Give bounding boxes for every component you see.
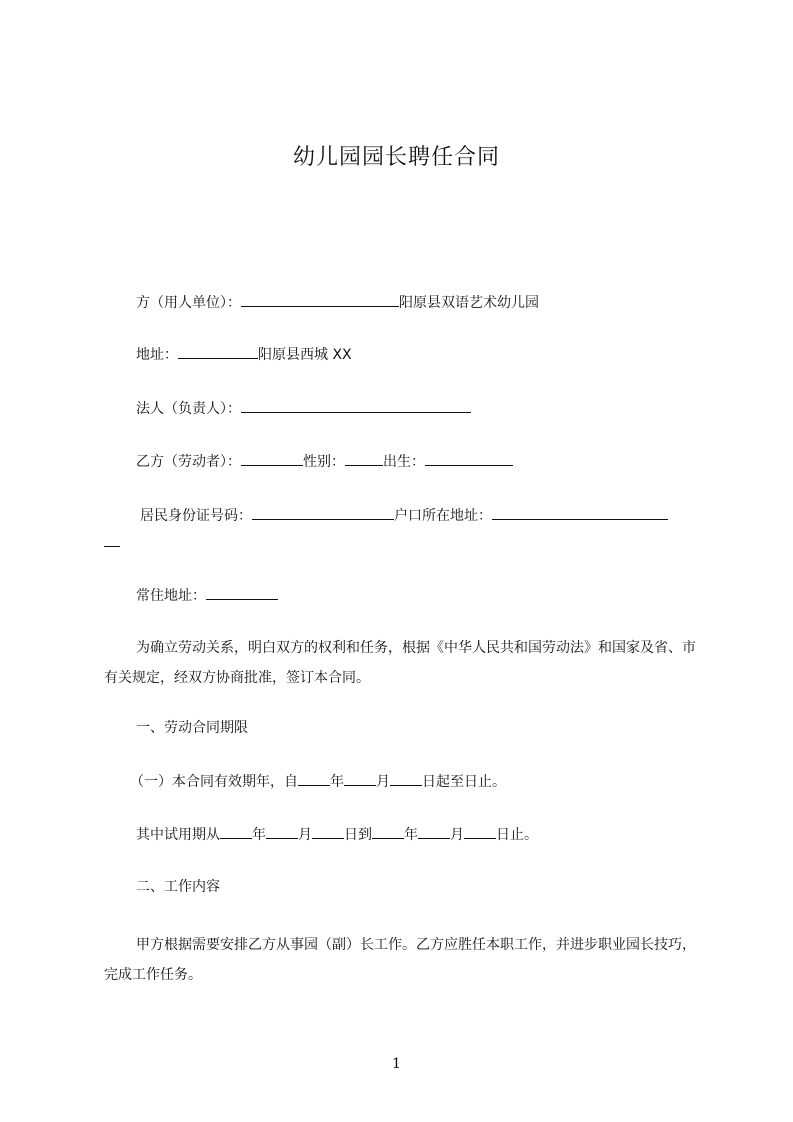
blank-underline: [298, 771, 330, 786]
section1-heading: 一、劳动合同期限: [136, 720, 248, 736]
party-a-address-value: 阳原县西城 XX: [258, 347, 352, 363]
probation-suffix: 日止。: [496, 827, 538, 843]
blank-underline: [345, 451, 383, 466]
blank-underline: [241, 451, 303, 466]
probation-line: [136, 824, 538, 845]
probation-year: 年: [252, 827, 266, 843]
gender-label: 性别：: [303, 454, 345, 470]
blank-underline: [464, 824, 496, 839]
document-title: 幼儿园园长聘任合同: [292, 145, 500, 170]
intro-paragraph: 为确立劳动关系，明白双方的权利和任务，根据《中华人民共和国劳动法》和国家及省、市有关规定，经双方协商批准，签订本合同。: [104, 640, 696, 686]
section2-heading: 二、工作内容: [136, 879, 220, 895]
blank-underline: [492, 505, 668, 520]
term-prefix: （一）本合同有效期年，自: [130, 774, 298, 790]
hukou-label: 户口所在地址：: [394, 508, 492, 524]
birth-label: 出生：: [383, 454, 425, 470]
probation-mid: 日到: [344, 827, 372, 843]
blank-underline: [425, 451, 513, 466]
id-line-wrap: [104, 532, 120, 553]
blank-underline: [372, 824, 404, 839]
probation-prefix: 其中试用期从: [136, 827, 220, 843]
party-a-label: 方（用人单位）：: [136, 295, 241, 311]
residence-line: [136, 585, 278, 606]
blank-underline: [312, 824, 344, 839]
party-a-line: [136, 292, 539, 313]
blank-underline: [206, 585, 278, 600]
party-a-value: 阳原县双语艺术幼儿园: [399, 295, 539, 311]
term-suffix: 日起至日止。: [422, 774, 506, 790]
blank-underline: [252, 505, 394, 520]
page-number: 1: [392, 1056, 401, 1072]
section2-paragraph: 甲方根据需要安排乙方从事园（副）长工作。乙方应胜任本职工作，并进步职业园长技巧，完成工作任务。: [104, 937, 696, 983]
legal-rep-line: [136, 398, 471, 419]
party-b-label: 乙方（劳动者）：: [136, 454, 241, 470]
id-label: 居民身份证号码：: [140, 508, 252, 524]
probation-month: 月: [298, 827, 312, 843]
blank-underline: [241, 398, 471, 413]
blank-underline: [220, 824, 252, 839]
id-line: [140, 505, 668, 526]
blank-underline: [344, 771, 376, 786]
term-line: [130, 771, 506, 792]
blank-underline: [104, 532, 120, 547]
party-a-address-line: [136, 344, 352, 365]
term-month: 月: [376, 774, 390, 790]
probation-month2: 月: [450, 827, 464, 843]
blank-underline: [178, 344, 258, 359]
legal-rep-label: 法人（负责人）：: [136, 401, 241, 417]
blank-underline: [266, 824, 298, 839]
term-year: 年: [330, 774, 344, 790]
residence-label: 常住地址：: [136, 588, 206, 604]
blank-underline: [418, 824, 450, 839]
blank-underline: [241, 292, 399, 307]
probation-year2: 年: [404, 827, 418, 843]
party-a-address-label: 地址：: [136, 347, 178, 363]
party-b-line: [136, 451, 513, 472]
blank-underline: [390, 771, 422, 786]
